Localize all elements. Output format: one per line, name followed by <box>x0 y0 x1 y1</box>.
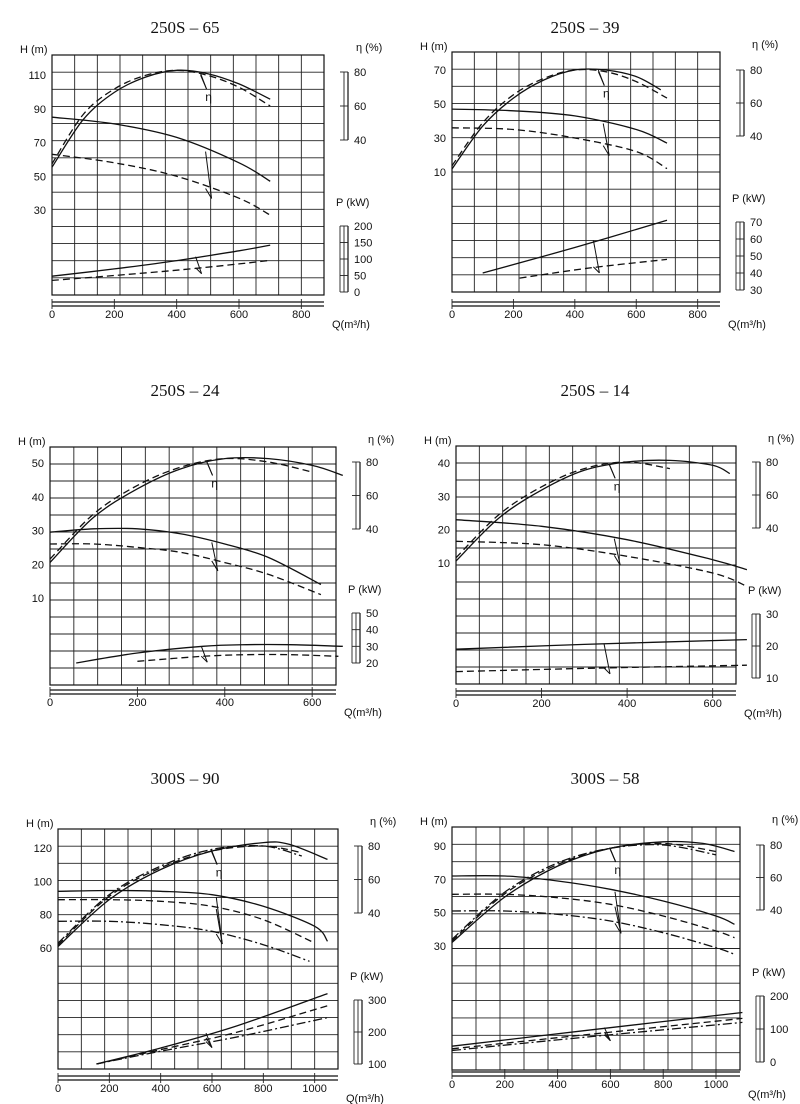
eta-tick-label: 80 <box>354 67 367 79</box>
h-axis-label: H (m) <box>20 44 48 56</box>
p-tick-label: 40 <box>750 268 763 280</box>
eta-axis-label: η (%) <box>768 433 795 445</box>
h-axis-label: H (m) <box>420 41 448 53</box>
P-curve-dashdot <box>452 1022 742 1050</box>
h-tick-label: 70 <box>33 137 46 150</box>
P-curve-dashdot <box>97 1018 328 1064</box>
eta-leader-line <box>610 848 616 862</box>
eta-curve-label: η <box>211 476 218 491</box>
q-tick-label: 600 <box>229 309 249 321</box>
h-tick-label: 70 <box>433 65 446 77</box>
eta-leader-line <box>201 75 207 89</box>
p-axis-label: P (kW) <box>336 197 370 209</box>
h-tick-label: 10 <box>31 593 44 605</box>
eta-tick-label: 40 <box>770 905 783 917</box>
eta-leader-line <box>598 72 604 86</box>
eta-curve-label: η <box>205 90 212 105</box>
eta-curve-dashdot <box>452 845 716 940</box>
p-axis-label: P (kW) <box>752 967 786 979</box>
H-curve-solid <box>456 520 747 570</box>
h-tick-label: 100 <box>33 876 52 889</box>
plot-grid <box>58 829 338 1069</box>
p-tick-label: 40 <box>366 624 379 637</box>
h-axis-label: H (m) <box>26 818 54 830</box>
q-tick-label: 800 <box>254 1083 273 1095</box>
eta-tick-label: 80 <box>750 65 763 77</box>
eta-curve-dashed <box>452 70 667 166</box>
P-curve-solid <box>456 640 747 650</box>
h-tick-label: 50 <box>31 458 44 470</box>
q-tick-label: 200 <box>532 698 551 710</box>
eta-tick-label: 80 <box>368 841 381 853</box>
eta-leader-line <box>207 461 213 475</box>
h-tick-label: 80 <box>39 909 52 922</box>
eta-axis-label: η (%) <box>368 434 395 446</box>
p-axis-label: P (kW) <box>732 193 766 205</box>
h-tick-label: 120 <box>33 843 52 855</box>
H-curve-dashdot <box>58 921 310 961</box>
p-tick-label: 30 <box>750 285 763 297</box>
eta-tick-label: 80 <box>766 457 779 469</box>
q-tick-label: 400 <box>215 697 234 709</box>
h-tick-label: 50 <box>33 171 46 184</box>
h-tick-label: 30 <box>33 205 46 217</box>
p-tick-label: 20 <box>766 641 779 653</box>
h-axis-label: H (m) <box>18 436 46 448</box>
plot-grid <box>452 52 720 292</box>
chart-title: 300S – 58 <box>570 769 640 788</box>
h-axis-label: H (m) <box>420 816 448 828</box>
eta-curve-label: η <box>613 479 621 494</box>
eta-curve-solid <box>52 70 270 167</box>
q-tick-label: 600 <box>202 1083 222 1095</box>
p-axis-label: P (kW) <box>350 971 384 983</box>
chart-panel <box>420 18 778 331</box>
p-tick-label: 200 <box>770 991 789 1003</box>
h-tick-label: 20 <box>437 524 450 537</box>
eta-tick-label: 60 <box>368 874 381 887</box>
eta-tick-label: 60 <box>750 98 763 110</box>
p-tick-label: 300 <box>368 995 387 1007</box>
q-tick-label: 0 <box>48 309 56 321</box>
eta-tick-label: 40 <box>354 135 367 147</box>
eta-curve-dashed <box>452 843 716 941</box>
chart-title: 250S – 14 <box>560 381 630 400</box>
eta-curve-label: η <box>602 86 610 101</box>
eta-tick-label: 40 <box>766 523 779 535</box>
H-curve-dashed <box>452 128 667 169</box>
q-tick-label: 600 <box>703 698 722 710</box>
chart-title: 250S – 39 <box>550 18 620 37</box>
p-axis-label: P (kW) <box>348 584 382 596</box>
q-tick-label: 200 <box>495 1079 514 1091</box>
q-tick-label: 800 <box>688 309 707 321</box>
eta-axis-label: η (%) <box>752 39 779 51</box>
p-tick-label: 20 <box>366 658 379 670</box>
eta-tick-label: 60 <box>770 872 783 885</box>
q-axis-label: Q(m³/h) <box>332 319 370 331</box>
q-tick-label: 0 <box>54 1083 62 1095</box>
p-tick-label: 10 <box>766 673 779 685</box>
chart-title: 300S – 90 <box>150 769 220 788</box>
chart-panel <box>18 381 394 719</box>
q-tick-label: 600 <box>302 697 322 709</box>
eta-curve-dashed <box>456 462 670 558</box>
eta-curve-solid <box>50 458 343 563</box>
h-tick-label: 50 <box>433 907 446 920</box>
q-tick-label: 400 <box>548 1079 567 1091</box>
q-tick-label: 400 <box>617 698 637 710</box>
h-tick-label: 50 <box>433 99 446 111</box>
h-tick-label: 40 <box>437 458 450 470</box>
q-tick-label: 0 <box>452 698 460 710</box>
p-tick-label: 30 <box>766 609 779 621</box>
q-tick-label: 0 <box>448 309 456 321</box>
eta-curve-label: η <box>215 865 223 880</box>
h-tick-label: 90 <box>33 103 46 116</box>
q-axis-label: Q(m³/h) <box>344 707 382 719</box>
p-axis-label: P (kW) <box>748 585 782 597</box>
eta-tick-label: 40 <box>368 908 381 920</box>
chart-panel <box>26 769 396 1104</box>
q-tick-label: 200 <box>128 697 147 709</box>
p-tick-label: 100 <box>368 1059 387 1071</box>
P-curve-solid <box>76 644 343 663</box>
p-tick-label: 50 <box>366 608 379 620</box>
q-tick-label: 0 <box>448 1079 456 1091</box>
q-tick-label: 600 <box>627 309 646 321</box>
p-tick-label: 200 <box>368 1027 387 1039</box>
eta-tick-label: 60 <box>766 490 779 502</box>
eta-curve-dashed <box>58 846 302 945</box>
q-axis-label: Q(m³/h) <box>346 1093 384 1104</box>
P-curve-dashed <box>137 654 338 661</box>
P-curve-solid <box>483 220 667 273</box>
eta-tick-label: 60 <box>366 490 379 503</box>
q-tick-label: 0 <box>46 697 54 709</box>
P-curve-solid <box>97 994 328 1064</box>
h-tick-label: 60 <box>39 943 52 955</box>
q-tick-label: 200 <box>504 309 523 321</box>
p-tick-label: 50 <box>750 251 763 263</box>
q-tick-label: 1000 <box>703 1079 729 1091</box>
eta-curve-label: η <box>614 862 622 877</box>
h-tick-label: 90 <box>433 841 446 853</box>
q-tick-label: 800 <box>292 309 311 321</box>
h-tick-label: 30 <box>433 941 446 953</box>
p-tick-label: 60 <box>750 234 763 246</box>
q-axis-label: Q(m³/h) <box>728 319 766 331</box>
p-tick-label: 100 <box>770 1024 789 1036</box>
h-tick-label: 40 <box>31 491 44 504</box>
p-tick-label: 30 <box>366 641 379 654</box>
eta-tick-label: 80 <box>770 840 783 852</box>
p-tick-label: 70 <box>750 217 763 229</box>
h-tick-label: 30 <box>437 491 450 504</box>
h-tick-label: 10 <box>433 167 446 179</box>
p-tick-label: 200 <box>354 221 373 233</box>
q-tick-label: 400 <box>565 309 585 321</box>
eta-axis-label: η (%) <box>772 814 799 826</box>
p-tick-label: 150 <box>354 237 373 250</box>
eta-curve-solid <box>58 842 328 947</box>
q-tick-label: 200 <box>100 1083 119 1095</box>
h-tick-label: 10 <box>437 558 450 570</box>
h-tick-label: 30 <box>31 525 44 538</box>
eta-axis-label: η (%) <box>370 816 397 828</box>
H-curve-solid <box>50 528 321 584</box>
q-tick-label: 800 <box>654 1079 673 1091</box>
P-curve-dashed <box>452 1018 742 1048</box>
P-curve-dashed <box>456 665 747 671</box>
q-tick-label: 400 <box>151 1083 170 1095</box>
p-tick-label: 0 <box>770 1057 777 1069</box>
chart-panel <box>424 381 794 720</box>
h-tick-label: 110 <box>28 70 46 82</box>
q-axis-label: Q(m³/h) <box>748 1089 786 1101</box>
h-tick-label: 70 <box>433 874 446 887</box>
q-tick-label: 200 <box>105 309 124 321</box>
eta-curve-solid <box>452 69 661 169</box>
H-curve-dashed <box>52 154 270 215</box>
h-axis-label: H (m) <box>424 435 452 447</box>
q-tick-label: 400 <box>167 309 186 321</box>
chart-panel <box>420 769 798 1101</box>
eta-axis-label: η (%) <box>356 42 383 54</box>
plot-grid <box>50 447 336 685</box>
eta-leader-line <box>211 849 217 865</box>
chart-panel <box>20 18 382 331</box>
q-tick-label: 1000 <box>302 1083 327 1095</box>
eta-tick-label: 40 <box>366 524 379 536</box>
p-tick-label: 100 <box>354 254 373 266</box>
eta-curve-solid <box>456 460 730 561</box>
plot-grid <box>456 446 736 684</box>
h-tick-label: 30 <box>433 133 446 145</box>
p-tick-label: 0 <box>354 287 361 299</box>
eta-tick-label: 80 <box>366 457 379 469</box>
chart-title: 250S – 65 <box>150 18 220 37</box>
H-curve-dashed <box>50 544 321 595</box>
eta-curve-dashdot <box>58 846 302 944</box>
eta-tick-label: 60 <box>354 101 367 113</box>
p-tick-label: 50 <box>354 270 367 283</box>
h-tick-label: 20 <box>31 559 44 572</box>
q-tick-label: 600 <box>601 1079 620 1091</box>
eta-leader-line <box>609 464 615 478</box>
q-axis-label: Q(m³/h) <box>744 708 782 720</box>
eta-tick-label: 40 <box>750 131 763 143</box>
chart-title: 250S – 24 <box>150 381 220 400</box>
H-curve-solid <box>58 891 328 942</box>
